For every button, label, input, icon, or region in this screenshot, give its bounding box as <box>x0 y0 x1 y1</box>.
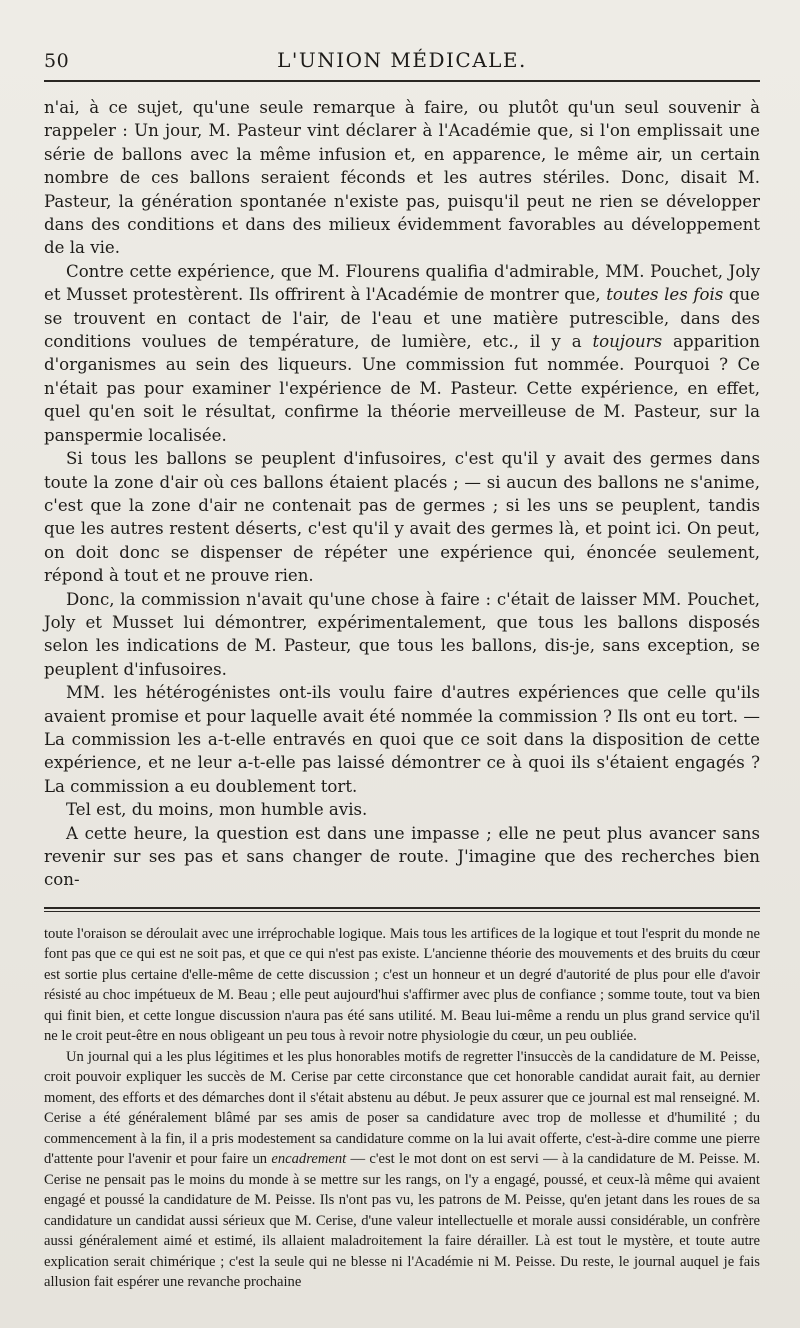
paragraph-1: n'ai, à ce sujet, qu'une seule remarque à faire, ou plutôt qu'un seul souvenir à rappeler : Un jour, M. Pasteur vint déclarer à l'Académie que, si l'on emplissait une série de ballons avec la même infusion et, en apparence, le même air, un certain nombre de ces ballons seraient féconds et les autres stériles. Donc, disait M. Pasteur, la génération spontanée n'existe pas, puisqu'il peut ne rien se développer dans des conditions et dans des milieux évidemment favorables au développement de la vie. <box>44 98 760 258</box>
emphasis-toujours: toujours <box>592 332 663 352</box>
emphasis-toutes-les-fois: toutes les fois <box>606 285 724 305</box>
emphasis-encadrement: encadrement <box>271 1151 347 1168</box>
paragraph-5: MM. les hétérogénistes ont-ils voulu faire d'autres expériences que celle qu'ils avaient promise et pour laquelle avait été nommée la commission ? Ils ont eu tort. — La commission les a-t-elle entravés en quoi que ce soit dans la disposition de cette expérience, et ne leur a-t-elle pas laissé démontrer ce à quoi ils s'étaient engagés ? La commission a eu doublement tort. <box>44 683 760 796</box>
footnote-paragraph-2-part-b: — c'est le mot dont on est servi — à la candidature de M. Peisse. M. Cerise ne pensait pas le moins du monde à se mettre sur les rangs, on l'y a engagé, poussé, et ceux-là même qui avaient engagé et poussé la candidature de M. Peisse. Ils n'ont pas vu, les patrons de M. Peisse, qu'en jetant dans les roues de sa candidature un candidat aussi sérieux que M. Cerise, d'une valeur intellectuelle et morale aussi considérable, un confrère aussi généralement aimé et estimé, ils allaient maladroitement la faire dérailler. Là est tout le mystère, et toute autre explication serait chimérique ; c'est la seule qui ne blesse ni l'Académie ni M. Peisse. Du reste, le journal auquel je fais allusion fait espérer une revanche prochaine <box>44 1151 760 1291</box>
paragraph-6: Tel est, du moins, mon humble avis. <box>66 800 368 820</box>
page-header <box>44 48 760 82</box>
paragraph-2-part-c: apparition d'organismes au sein des liqueurs. Une commission fut nommée. Pourquoi ? Ce n'était pas pour examiner l'expérience de M. Pasteur. Cette expérience, en effet, quel qu'en soit le résultat, confirme la théorie merveilleuse de M. Pasteur, sur la panspermie localisée. <box>44 332 760 445</box>
footnote-paragraph-2 <box>44 1047 760 1293</box>
paragraph-7: A cette heure, la question est dans une impasse ; elle ne peut plus avancer sans revenir sur ses pas et sans changer de route. J'imagine que des recherches bien con- <box>44 823 760 890</box>
page-number: 50 <box>44 50 70 72</box>
footnote-divider <box>44 907 760 912</box>
main-text <box>44 96 760 892</box>
running-title: L'UNION MÉDICALE. <box>277 48 527 72</box>
footnote-paragraph-1: toute l'oraison se déroulait avec une irréprochable logique. Mais tous les artifices de la logique et tout l'esprit du monde ne font pas que ce qui est ne soit pas, et que ce qui n'est pas existe. L'ancienne théorie des mouvements et des bruits du cœur est sortie plus certaine d'elle-même de cette discussion ; c'est un honneur et un degré d'autorité de plus pour elle d'avoir résisté au choc impétueux de M. Beau ; elle peut aujourd'hui s'affirmer avec plus de confiance ; somme toute, tout va bien qui finit bien, et cette longue discussion n'aura pas été sans utilité. M. Beau lui-même a rendu un plus grand service qu'il ne le croit peut-être en nous obligeant un peu tous à revoir notre physiologie du cœur, un peu oubliée. <box>44 925 760 1045</box>
paragraph-3: Si tous les ballons se peuplent d'infusoires, c'est qu'il y avait des germes dans toute la zone d'air où ces ballons étaient placés ; — si aucun des ballons ne s'anime, c'est que la zone d'air ne contenait pas de germes ; si les uns se peuplent, tandis que les autres restent déserts, c'est qu'il y avait des germes là, et point ici. On peut, on doit donc se dispenser de répéter une expérience qui, énoncée seulement, répond à tout et ne prouve rien. <box>44 449 760 586</box>
paragraph-2-part-a: Contre cette expérience, que M. Flourens qualifia d'admirable, MM. Pouchet, Joly et Musset protestèrent. Ils offrirent à l'Académie de montrer que, <box>44 261 760 305</box>
paragraph-4: Donc, la commission n'avait qu'une chose à faire : c'était de laisser MM. Pouchet, Joly et Musset lui démontrer, expérimentalement, que tous les ballons disposés selon les indications de M. Pasteur, que tous les ballons, dis-je, sans exception, se peuplent d'infusoires. <box>44 589 760 679</box>
paragraph-2 <box>44 260 760 447</box>
footnote-text <box>44 924 760 1293</box>
paragraph-2-part-b: que se trouvent en contact de l'air, de l'eau et une matière putrescible, dans des conditions voulues de température, de lumière, etc., il y a <box>44 285 760 352</box>
footnote-paragraph-2-part-a: Un journal qui a les plus légitimes et les plus honorables motifs de regretter l'insuccès de la candidature de M. Peisse, croit pouvoir expliquer les succès de M. Cerise par cette circonstance que cet honorable candidat aurait fait, au dernier moment, des efforts et des démarches dont il s'était abstenu au début. Je peux assurer que ce journal est mal renseigné. M. Cerise a été généralement blâmé par ses amis de poser sa candidature avec trop de mollesse et d'humilité ; du commencement à la fin, il a pris modestement sa candidature comme on la lui avait offerte, c'est-à-dire comme une pierre d'attente pour l'avenir et pour faire un <box>44 1048 760 1168</box>
